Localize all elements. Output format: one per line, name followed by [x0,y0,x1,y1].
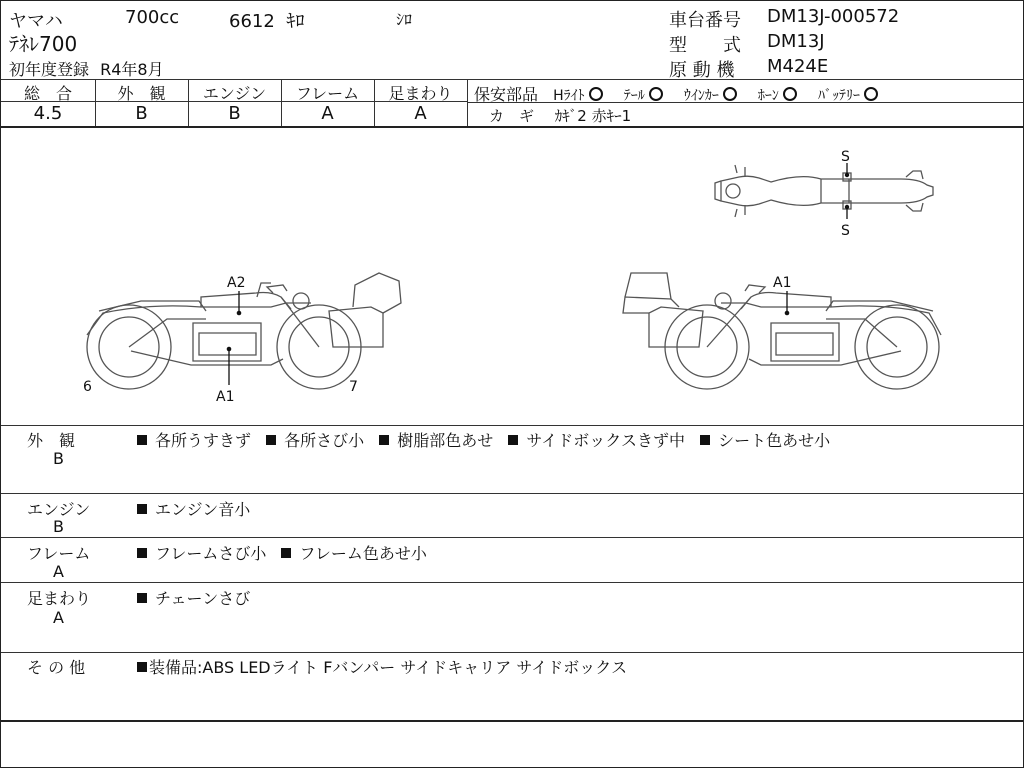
grade-label-engine: エンジン [202,84,267,103]
grade-value-frame: A [321,103,334,124]
safety-parts [474,82,878,105]
bullet-icon [700,435,710,445]
detail-items-exterior [137,428,830,451]
mileage [229,7,305,33]
ok-circle-icon [723,87,737,101]
top-mark-upper: S [841,149,850,165]
bullet-icon [379,435,389,445]
model-code-value: DM13J [767,31,825,52]
ok-circle-icon [589,87,603,101]
divider [1,79,1023,80]
divider [467,79,468,126]
grade-value-exterior: B [135,103,148,124]
bullet-icon [281,548,291,558]
bullet-icon [137,662,147,672]
detail-item: フレームさび小 [155,544,267,563]
detail-label-other: そ の 他 [27,658,86,677]
frame-number-label: 車台番号 [669,10,741,31]
divider [1,493,1023,494]
detail-label-suspension: 足まわり [27,589,92,608]
divider [1,582,1023,583]
bullet-icon [508,435,518,445]
mileage-value: 6612 [229,11,275,32]
first-registration-label: 初年度登録 [9,60,90,79]
divider [1,652,1023,653]
safety-item-winker: ｳｲﾝｶｰ [684,88,737,104]
maker: ヤマハ [9,11,63,32]
detail-item: 各所うすきず [155,431,252,450]
grade-value-overall: 4.5 [33,103,63,124]
divider [1,537,1023,538]
detail-grade-exterior: B [53,449,64,468]
grade-label-frame: フレーム [295,84,360,103]
engine-value: M424E [767,56,829,77]
right-side-view-diagram [611,263,961,408]
detail-label-exterior: 外 観 [27,431,76,450]
model-code-label: 型 式 [669,35,741,56]
bullet-icon [137,593,147,603]
divider [1,126,1023,128]
divider [1,720,1023,722]
detail-grade-engine: B [53,517,64,536]
top-view-diagram [701,149,951,239]
grade-label-overall: 総 合 [23,84,72,103]
left-side-view-diagram [71,263,421,408]
detail-label-frame: フレーム [27,544,91,563]
frame-number-value: DM13J-000572 [767,6,900,27]
first-registration-value: R4年8月 [100,60,164,79]
detail-items-engine [137,497,250,520]
detail-item: サイドボックスきず中 [526,431,686,450]
detail-item: エンジン音小 [155,500,251,519]
ok-circle-icon [649,87,663,101]
detail-item: フレーム色あせ小 [299,544,427,563]
key-info [489,105,631,126]
ok-circle-icon [783,87,797,101]
safety-item-headlight: Hﾗｲﾄ [553,88,603,104]
divider [1,425,1023,426]
key-value: ｶｷﾞ2 赤ｷｰ1 [554,107,632,125]
detail-item: 装備品:ABS LEDライト Fバンパー サイドキャリア サイドボックス [149,658,628,677]
left-mark-a1: A1 [216,389,235,405]
right-mark-a1: A1 [773,275,792,291]
detail-item: 各所さび小 [284,431,365,450]
bullet-icon [266,435,276,445]
detail-items-frame [137,541,427,564]
ok-circle-icon [864,87,878,101]
safety-item-tail: ﾃｰﾙ [624,88,663,104]
left-mark-6: 6 [83,379,92,395]
detail-item: チェーンさび [155,589,251,608]
color: ｼﾛ [396,10,413,29]
top-mark-lower: S [841,223,850,239]
displacement: 700cc [125,7,180,28]
grade-value-suspension: A [414,103,427,124]
safety-item-battery: ﾊﾞｯﾃﾘｰ [818,88,878,104]
detail-grade-frame: A [53,562,64,581]
detail-label-engine: エンジン [27,500,91,519]
bullet-icon [137,548,147,558]
grade-label-suspension: 足まわり [388,84,453,103]
first-registration [9,57,164,80]
detail-items-suspension [137,586,250,609]
key-label: カ ギ [489,107,535,125]
bullet-icon [137,504,147,514]
detail-items-other [137,655,627,678]
grade-value-engine: B [228,103,241,124]
detail-item: 樹脂部色あせ [397,431,494,450]
detail-item: シート色あせ小 [718,431,831,450]
grade-label-exterior: 外 観 [117,84,166,103]
left-mark-a2: A2 [227,275,246,291]
safety-item-horn: ﾎｰﾝ [758,88,797,104]
mileage-unit: ｷﾛ [286,11,305,32]
bullet-icon [137,435,147,445]
left-mark-7: 7 [349,379,358,395]
detail-grade-suspension: A [53,608,64,627]
engine-label: 原 動 機 [669,60,735,81]
safety-parts-label: 保安部品 [474,85,539,104]
model-name: ﾃﾈﾚ700 [9,32,78,56]
